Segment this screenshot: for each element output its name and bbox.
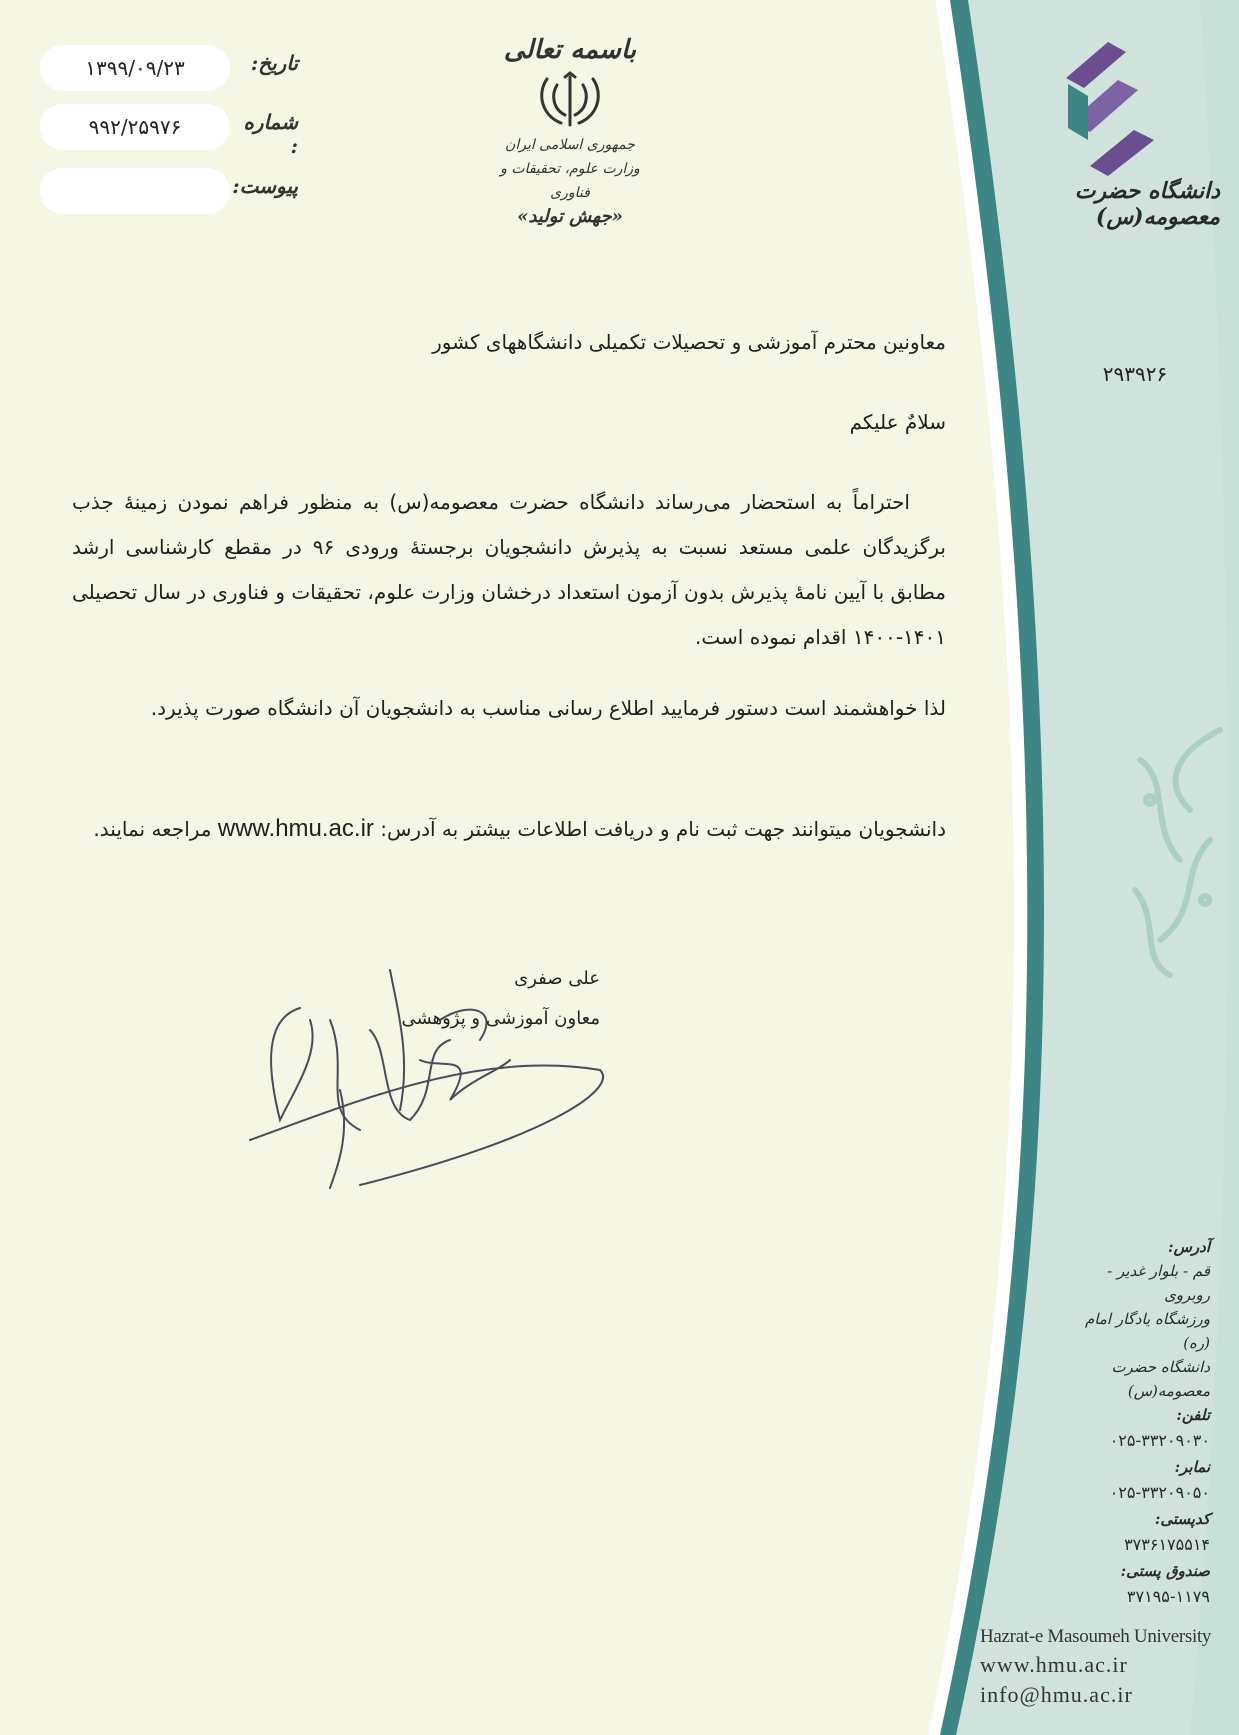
ministry-slogan: «جهش تولید» <box>517 206 623 227</box>
phone-label: تلفن: <box>1176 1406 1210 1424</box>
recipient-line: معاونین محترم آموزشی و تحصیلات تکمیلی دانشگاههای کشور <box>432 330 946 354</box>
address-line-3: دانشگاه حضرت معصومه(س) <box>1111 1358 1210 1400</box>
university-name: دانشگاه حضرت معصومه(س) <box>1074 178 1220 230</box>
attachment-row <box>40 168 298 214</box>
postal-code-label: کدپستی: <box>1154 1510 1210 1528</box>
website-link[interactable]: www.hmu.ac.ir <box>217 815 374 842</box>
paragraph-3-text: دانشجویان میتوانند جهت ثبت نام و دریافت اطلاعات بیشتر به آدرس: <box>380 817 946 841</box>
fax-label: نمابر: <box>1174 1458 1210 1476</box>
number-label: شماره : <box>243 110 298 158</box>
signer-title: معاون آموزشی و پژوهشی <box>401 1008 600 1029</box>
paragraph-3 <box>72 805 946 853</box>
attachment-value <box>40 168 230 214</box>
basmala: باسمه تعالی <box>503 35 637 65</box>
university-logo-icon <box>1050 40 1170 180</box>
number-value: ۹۹۲/۲۵۹۷۶ <box>40 104 230 150</box>
footer-email[interactable]: info@hmu.ac.ir <box>980 1682 1133 1707</box>
reference-number: ۲۹۳۹۲۶ <box>1102 362 1168 386</box>
footer-website[interactable]: www.hmu.ac.ir <box>980 1652 1128 1677</box>
paragraph-1: احتراماً به استحضار می‌رساند دانشگاه حضرت معصومه(س) به منظور فراهم نمودن زمینهٔ جذب برگزیدگان علمی مستعد نسبت به پذیرش دانشجویان برجستهٔ ورودی ۹۶ در مقطع کارشناسی ارشد مطابق با آیین نامهٔ پذیرش بدون آزمون استعداد درخشان وزارت علوم، تحقیقات و فناوری در سال تحصیلی ۱۴۰۱-۱۴۰۰ اقدام نموده است. <box>72 490 946 649</box>
ministry-line-1: جمهوری اسلامی ایران <box>505 137 635 153</box>
date-label: تاریخ: <box>250 51 298 75</box>
date-value: ۱۳۹۹/۰۹/۲۳ <box>40 45 230 91</box>
phone-number: ۰۲۵-۳۳۲۰۹۰۳۰ <box>1109 1431 1210 1450</box>
english-contact <box>980 1626 1230 1708</box>
contact-info <box>1060 1235 1210 1611</box>
date-row <box>40 45 298 91</box>
english-university-name: Hazrat-e Masoumeh University <box>980 1626 1212 1647</box>
paragraph-3-ending: مراجعه نمایند. <box>93 817 212 841</box>
po-box: ۳۷۱۹۵-۱۱۷۹ <box>1126 1587 1210 1606</box>
address-line-1: قم - بلوار غدیر - روبروی <box>1107 1262 1210 1304</box>
signer-name: علی صفری <box>514 968 600 989</box>
iran-emblem-icon <box>537 71 603 129</box>
signature-image <box>240 960 610 1190</box>
attachment-label: پیوست: <box>232 174 298 198</box>
ministry-line-2: وزارت علوم، تحقیقات و فناوری <box>500 161 640 201</box>
paragraph-2: لذا خواهشمند است دستور فرمایید اطلاع رسانی مناسب به دانشجویان آن دانشگاه صورت پذیرد. <box>150 696 946 720</box>
ministry-emblem-block <box>480 35 660 229</box>
address-line-2: ورزشگاه یادگار امام (ره) <box>1085 1310 1210 1352</box>
postal-code: ۳۷۳۶۱۷۵۵۱۴ <box>1124 1535 1210 1554</box>
number-row <box>40 104 298 158</box>
po-box-label: صندوق پستی: <box>1120 1562 1210 1580</box>
address-label: آدرس: <box>1168 1238 1210 1256</box>
greeting: سلامٌ علیکم <box>849 410 946 434</box>
calligraphy-watermark <box>1120 720 1239 980</box>
fax-number: ۰۲۵-۳۳۲۰۹۰۵۰ <box>1109 1483 1210 1502</box>
